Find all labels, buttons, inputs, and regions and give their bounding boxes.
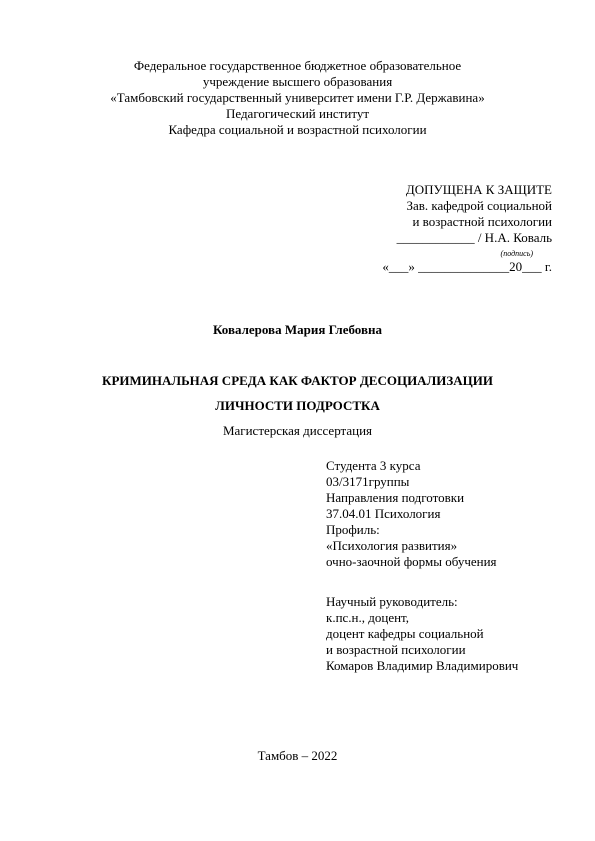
student-line-5: Профиль: [326, 522, 380, 537]
approval-signature-line: ____________ / Н.А. Коваль [396, 230, 552, 245]
approval-heading: ДОПУЩЕНА К ЗАЩИТЕ [405, 182, 552, 197]
student-line-7: очно-заочной формы обучения [326, 554, 497, 569]
supervisor-line-3: доцент кафедры социальной [326, 626, 484, 641]
approval-position-2: и возрастной психологии [412, 214, 552, 229]
student-line-1: Студента 3 курса [326, 458, 421, 473]
signature-caption: (подпись) [500, 249, 533, 258]
supervisor-line-5: Комаров Владимир Владимирович [326, 658, 519, 673]
header-line-1: Федеральное государственное бюджетное образовательное [133, 58, 462, 73]
supervisor-line-1: Научный руководитель: [326, 594, 458, 609]
author-name: Ковалерова Мария Глебовна [213, 322, 382, 337]
student-line-6: «Психология развития» [326, 538, 458, 553]
supervisor-line-2: к.пс.н., доцент, [326, 610, 410, 625]
approval-position-1: Зав. кафедрой социальной [406, 198, 552, 213]
approval-date-line: «___» ______________20___ г. [382, 259, 552, 274]
student-line-3: Направления подготовки [326, 490, 465, 505]
thesis-title-line-1: КРИМИНАЛЬНАЯ СРЕДА КАК ФАКТОР ДЕСОЦИАЛИЗАЦИИ [102, 373, 493, 388]
student-line-2: 03/3171группы [326, 474, 410, 489]
header-line-2: учреждение высшего образования [202, 74, 393, 89]
header-line-5: Кафедра социальной и возрастной психологии [168, 122, 427, 137]
city-year: Тамбов – 2022 [257, 748, 338, 763]
thesis-title-line-2: ЛИЧНОСТИ ПОДРОСТКА [215, 398, 380, 413]
header-line-3: «Тамбовский государственный университет имени Г.Р. Державина» [110, 90, 485, 105]
header-line-4: Педагогический институт [225, 106, 370, 121]
supervisor-line-4: и возрастной психологии [326, 642, 466, 657]
thesis-type: Магистерская диссертация [222, 423, 373, 438]
student-line-4: 37.04.01 Психология [326, 506, 441, 521]
